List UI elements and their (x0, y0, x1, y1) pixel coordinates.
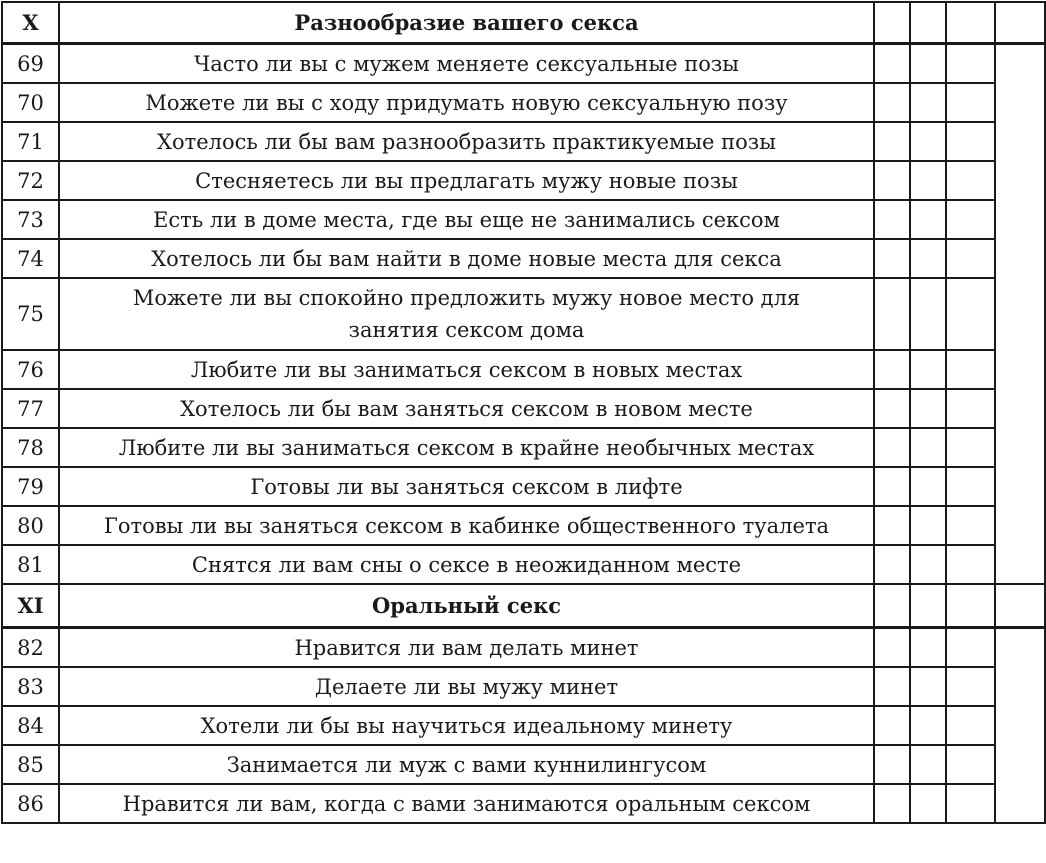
question-row (2, 122, 1045, 161)
answer-cell (910, 628, 946, 668)
section-code: X (2, 2, 59, 44)
question-number: 75 (2, 278, 59, 350)
question-number: 80 (2, 506, 59, 545)
question-row (2, 200, 1045, 239)
answer-cell (874, 628, 910, 668)
answer-cell (874, 2, 910, 44)
answer-cell (946, 545, 995, 584)
section-header-row (2, 584, 1045, 628)
question-number: 69 (2, 44, 59, 84)
question-row (2, 745, 1045, 784)
answer-cell (910, 200, 946, 239)
answer-cell (946, 667, 995, 706)
answer-cell (946, 628, 995, 668)
question-row (2, 506, 1045, 545)
answer-cell (874, 200, 910, 239)
question-text: Готовы ли вы заняться сексом в лифте (59, 467, 874, 506)
answer-cell (946, 200, 995, 239)
answer-cell (946, 784, 995, 823)
question-number: 78 (2, 428, 59, 467)
answer-cell (910, 506, 946, 545)
answer-cell (946, 239, 995, 278)
questionnaire-table (1, 1, 1046, 824)
answer-cell (910, 467, 946, 506)
answer-cell (946, 350, 995, 389)
answer-cell (946, 278, 995, 350)
answer-cell (874, 44, 910, 84)
answer-cell (946, 389, 995, 428)
question-number: 77 (2, 389, 59, 428)
answer-cell (946, 44, 995, 84)
question-text: Готовы ли вы заняться сексом в кабинке общественного туалета (59, 506, 874, 545)
question-row (2, 239, 1045, 278)
question-row (2, 706, 1045, 745)
question-number: 74 (2, 239, 59, 278)
question-text: Стесняетесь ли вы предлагать мужу новые позы (59, 161, 874, 200)
answer-cell (910, 239, 946, 278)
answer-cell (946, 584, 995, 628)
question-text: Снятся ли вам сны о сексе в неожиданном месте (59, 545, 874, 584)
question-number: 81 (2, 545, 59, 584)
question-row (2, 350, 1045, 389)
answer-cell (946, 467, 995, 506)
answer-cell (874, 428, 910, 467)
question-number: 84 (2, 706, 59, 745)
answer-cell (910, 706, 946, 745)
answer-cell (910, 584, 946, 628)
answer-cell (874, 667, 910, 706)
question-text: Любите ли вы заниматься сексом в крайне необычных местах (59, 428, 874, 467)
question-row (2, 628, 1045, 668)
answer-cell (910, 161, 946, 200)
question-number: 86 (2, 784, 59, 823)
question-text: Хотелось ли бы вам разнообразить практикуемые позы (59, 122, 874, 161)
answer-cell (874, 239, 910, 278)
question-number: 71 (2, 122, 59, 161)
question-text: Хотели ли бы вы научиться идеальному минету (59, 706, 874, 745)
section-title: Разнообразие вашего секса (59, 2, 874, 44)
answer-cell (910, 2, 946, 44)
question-row (2, 389, 1045, 428)
answer-cell (874, 745, 910, 784)
answer-cell (910, 122, 946, 161)
answer-cell (946, 122, 995, 161)
answer-cell (910, 44, 946, 84)
answer-cell (946, 2, 995, 44)
question-row (2, 278, 1045, 350)
question-row (2, 545, 1045, 584)
answer-cell (995, 584, 1045, 628)
answer-cell (874, 389, 910, 428)
answer-cell (946, 745, 995, 784)
question-number: 83 (2, 667, 59, 706)
question-number: 76 (2, 350, 59, 389)
answer-cell (874, 706, 910, 745)
answer-cell (910, 389, 946, 428)
answer-cell (874, 506, 910, 545)
question-row (2, 161, 1045, 200)
answer-cell (874, 584, 910, 628)
answer-cell (946, 83, 995, 122)
answer-cell (874, 161, 910, 200)
question-text: Можете ли вы спокойно предложить мужу новое место для занятия сексом дома (59, 278, 874, 350)
answer-cell (910, 745, 946, 784)
answer-cell (995, 628, 1045, 824)
answer-cell (995, 2, 1045, 44)
question-number: 82 (2, 628, 59, 668)
answer-cell (874, 350, 910, 389)
answer-cell (946, 428, 995, 467)
question-number: 85 (2, 745, 59, 784)
question-text: Нравится ли вам, когда с вами занимаются оральным сексом (59, 784, 874, 823)
question-row (2, 44, 1045, 84)
question-text: Есть ли в доме места, где вы еще не занимались сексом (59, 200, 874, 239)
question-row (2, 784, 1045, 823)
answer-cell (910, 667, 946, 706)
question-row (2, 467, 1045, 506)
answer-cell (946, 161, 995, 200)
question-number: 70 (2, 83, 59, 122)
question-text: Делаете ли вы мужу минет (59, 667, 874, 706)
section-title: Оральный секс (59, 584, 874, 628)
question-row (2, 667, 1045, 706)
question-text: Занимается ли муж с вами куннилингусом (59, 745, 874, 784)
question-text: Часто ли вы с мужем меняете сексуальные позы (59, 44, 874, 84)
question-text: Нравится ли вам делать минет (59, 628, 874, 668)
question-number: 72 (2, 161, 59, 200)
section-code: XI (2, 584, 59, 628)
answer-cell (910, 278, 946, 350)
answer-cell (874, 122, 910, 161)
section-header-row (2, 2, 1045, 44)
answer-cell (946, 506, 995, 545)
question-text: Хотелось ли бы вам заняться сексом в новом месте (59, 389, 874, 428)
answer-cell (910, 545, 946, 584)
question-number: 73 (2, 200, 59, 239)
answer-cell (910, 428, 946, 467)
answer-cell (910, 83, 946, 122)
answer-cell (874, 467, 910, 506)
answer-cell (910, 784, 946, 823)
question-text: Хотелось ли бы вам найти в доме новые места для секса (59, 239, 874, 278)
answer-cell (874, 83, 910, 122)
answer-cell (910, 350, 946, 389)
answer-cell (946, 706, 995, 745)
answer-cell (874, 784, 910, 823)
question-row (2, 428, 1045, 467)
question-text: Любите ли вы заниматься сексом в новых местах (59, 350, 874, 389)
question-row (2, 83, 1045, 122)
answer-cell (874, 545, 910, 584)
answer-cell (874, 278, 910, 350)
question-number: 79 (2, 467, 59, 506)
answer-cell (995, 44, 1045, 585)
question-text: Можете ли вы с ходу придумать новую сексуальную позу (59, 83, 874, 122)
